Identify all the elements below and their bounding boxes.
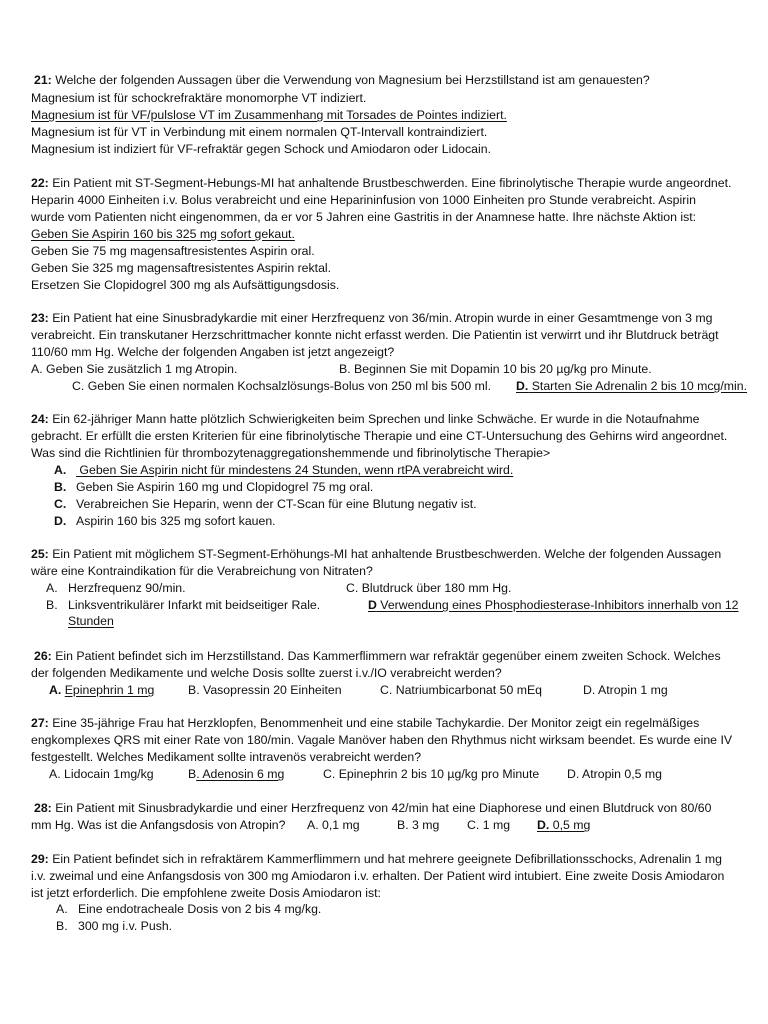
q28-stem-line: mm Hg. Was ist die Anfangsdosis von Atropin? (31, 818, 286, 832)
q27-stem-line: festgestellt. Welches Medikament sollte intravenös verabreicht werden? (31, 750, 422, 764)
q21-option: Magnesium ist indiziert für VF-refraktär gegen Schock und Amiodaron oder Lidocain. (31, 142, 491, 156)
q29-option-a: A. Eine endotracheale Dosis von 2 bis 4 mg/kg. (56, 902, 322, 916)
q22-stem-line: wurde vom Patienten nicht eingenommen, da er vor 5 Jahren eine Gastritis in der Anamnese hatte. Ihre nächste Aktion ist: (31, 210, 697, 224)
q25-option-a: A. Herzfrequenz 90/min. (46, 581, 186, 595)
q23-stem-line: verabreicht. Ein transkutaner Herzschrittmacher konnte nicht erfasst werden. Die Patientin ist verwirrt und ihr Blutdruck beträgt (31, 328, 719, 342)
q24-option-b: B. Geben Sie Aspirin 160 mg und Clopidogrel 75 mg oral. (54, 480, 374, 494)
q29-stem-line: ist jetzt erforderlich. Die empfohlene zweite Dosis Amiodaron ist: (31, 886, 381, 900)
q23-stem-line: 110/60 mm Hg. Welche der folgenden Angaben ist jetzt angezeigt? (31, 345, 395, 359)
q21-option-answer: Magnesium ist für VF/pulslose VT im Zusammenhang mit Torsades de Pointes indiziert. (31, 108, 507, 122)
q25-stem-line: 25: Ein Patient mit möglichem ST-Segment-Erhöhungs-MI hat anhaltende Brustbeschwerden. Welche der folgenden Aussagen (31, 547, 722, 561)
q29-stem-line: 29: Ein Patient befindet sich in refraktärem Kammerflimmern und hat mehrere geeignete Defibrillationsschocks, Adrenalin 1 mg (31, 852, 723, 866)
q25-option-d-continuation: Stunden (68, 614, 114, 628)
q28-stem-line: 28: Ein Patient mit Sinusbradykardie und einer Herzfrequenz von 42/min hat eine Diaphorese und einen Blutdruck von 80/60 (34, 801, 712, 815)
q26-option-c: C. Natriumbicarbonat 50 mEq (380, 683, 542, 697)
q28-option-d-answer: D. 0,5 mg (537, 818, 591, 832)
q26-stem-line: 26: Ein Patient befindet sich im Herzstillstand. Das Kammerflimmern war refraktär gegenüber einem zweiten Schock. Welches (34, 649, 721, 663)
q22-stem-line: Heparin 4000 Einheiten i.v. Bolus verabreicht und eine Heparininfusion von 1000 Einheiten pro Stunde verabreicht. Aspirin (31, 193, 696, 207)
q27-option-c: C. Epinephrin 2 bis 10 µg/kg pro Minute (323, 767, 540, 781)
q24-stem-line: gebracht. Er erfüllt die ersten Kriterien für eine fibrinolytische Therapie und eine CT-Untersuchung des Gehirns wird angeordnet. (31, 429, 728, 443)
q21-option: Magnesium ist für VT in Verbindung mit einem normalen QT-Intervall kontraindiziert. (31, 125, 488, 139)
q24-option-d: D. Aspirin 160 bis 325 mg sofort kauen. (54, 514, 276, 528)
q27-stem-line: engkomplexes QRS mit einer Rate von 180/min. Vagale Manöver haben den Rhythmus nicht wirksam beendet. Es wurde eine IV (31, 733, 733, 747)
q23-option-c: C. Geben Sie einen normalen Kochsalzlösungs-Bolus von 250 ml bis 500 ml. (72, 379, 492, 393)
q26-option-a-answer: A. Epinephrin 1 mg (49, 683, 155, 697)
q25-option-c: C. Blutdruck über 180 mm Hg. (346, 581, 512, 595)
q23-option-b: B. Beginnen Sie mit Dopamin 10 bis 20 µg/kg pro Minute. (339, 362, 652, 376)
q24-stem-line: 24: Ein 62-jähriger Mann hatte plötzlich Schwierigkeiten beim Sprechen und linke Schwäche. Er wurde in die Notaufnahme (31, 412, 700, 426)
q24-option-c: C. Verabreichen Sie Heparin, wenn der CT-Scan für eine Blutung negativ ist. (54, 497, 477, 511)
q25-option-d-answer: D Verwendung eines Phosphodiesterase-Inhibitors innerhalb von 12 (368, 598, 739, 612)
q23-stem-line: 23: Ein Patient hat eine Sinusbradykardie mit einer Herzfrequenz von 36/min. Atropin wurde in einer Gesamtmenge von 3 mg (31, 311, 713, 325)
q23-option-a: A. Geben Sie zusätzlich 1 mg Atropin. (31, 362, 238, 376)
q27-option-d: D. Atropin 0,5 mg (567, 767, 663, 781)
q25-option-b: B. Linksventrikulärer Infarkt mit beidseitiger Rale. (46, 598, 321, 612)
q23-option-d-answer: D. Starten Sie Adrenalin 2 bis 10 mcg/min. (516, 379, 748, 393)
q25-stem-line: wäre eine Kontraindikation für die Verabreichung von Nitraten? (31, 564, 373, 578)
q27-stem-line: 27: Eine 35-jährige Frau hat Herzklopfen, Benommenheit und eine stabile Tachykardie. Der Monitor zeigt ein regelmäßiges (31, 716, 700, 730)
q21-option: Magnesium ist für schockrefraktäre monomorphe VT indiziert. (31, 91, 367, 105)
q26-option-b: B. Vasopressin 20 Einheiten (188, 683, 342, 697)
q24-stem-line: Was sind die Richtlinien für thrombozytenaggregationshemmende und fibrinolytische Therapie> (31, 446, 551, 460)
q26-option-d: D. Atropin 1 mg (583, 683, 668, 697)
q29-stem-line: i.v. zweimal und eine Anfangsdosis von 300 mg Amiodaron i.v. erhalten. Der Patient wird intubiert. Eine zweite Dosis Amiodaron (31, 869, 725, 883)
q27-option-b-answer: B. Adenosin 6 mg (188, 767, 285, 781)
q28-option-b: B. 3 mg (397, 818, 440, 832)
q27-option-a: A. Lidocain 1mg/kg (49, 767, 154, 781)
q22-option: Geben Sie 75 mg magensaftresistentes Aspirin oral. (31, 244, 315, 258)
q22-option: Geben Sie 325 mg magensaftresistentes Aspirin rektal. (31, 261, 332, 275)
q28-option-a: A. 0,1 mg (307, 818, 360, 832)
q24-option-a-answer: A. Geben Sie Aspirin nicht für mindestens 24 Stunden, wenn rtPA verabreicht wird. (54, 463, 514, 477)
q22-option: Ersetzen Sie Clopidogrel 300 mg als Aufsättigungsdosis. (31, 278, 340, 292)
q22-stem-line: 22: Ein Patient mit ST-Segment-Hebungs-MI hat anhaltende Brustbeschwerden. Eine fibrinolytische Therapie wurde angeordnet. (31, 176, 732, 190)
q28-option-c: C. 1 mg (467, 818, 511, 832)
q22-option-answer: Geben Sie Aspirin 160 bis 325 mg sofort gekaut. (31, 227, 295, 241)
q26-stem-line: der folgenden Medikamente und welche Dosis sollte zuerst i.v./IO verabreicht werden? (31, 666, 502, 680)
q21-stem: 21: Welche der folgenden Aussagen über die Verwendung von Magnesium bei Herzstillstand ist am genauesten? (34, 73, 650, 87)
q29-option-b: B. 300 mg i.v. Push. (56, 919, 173, 933)
